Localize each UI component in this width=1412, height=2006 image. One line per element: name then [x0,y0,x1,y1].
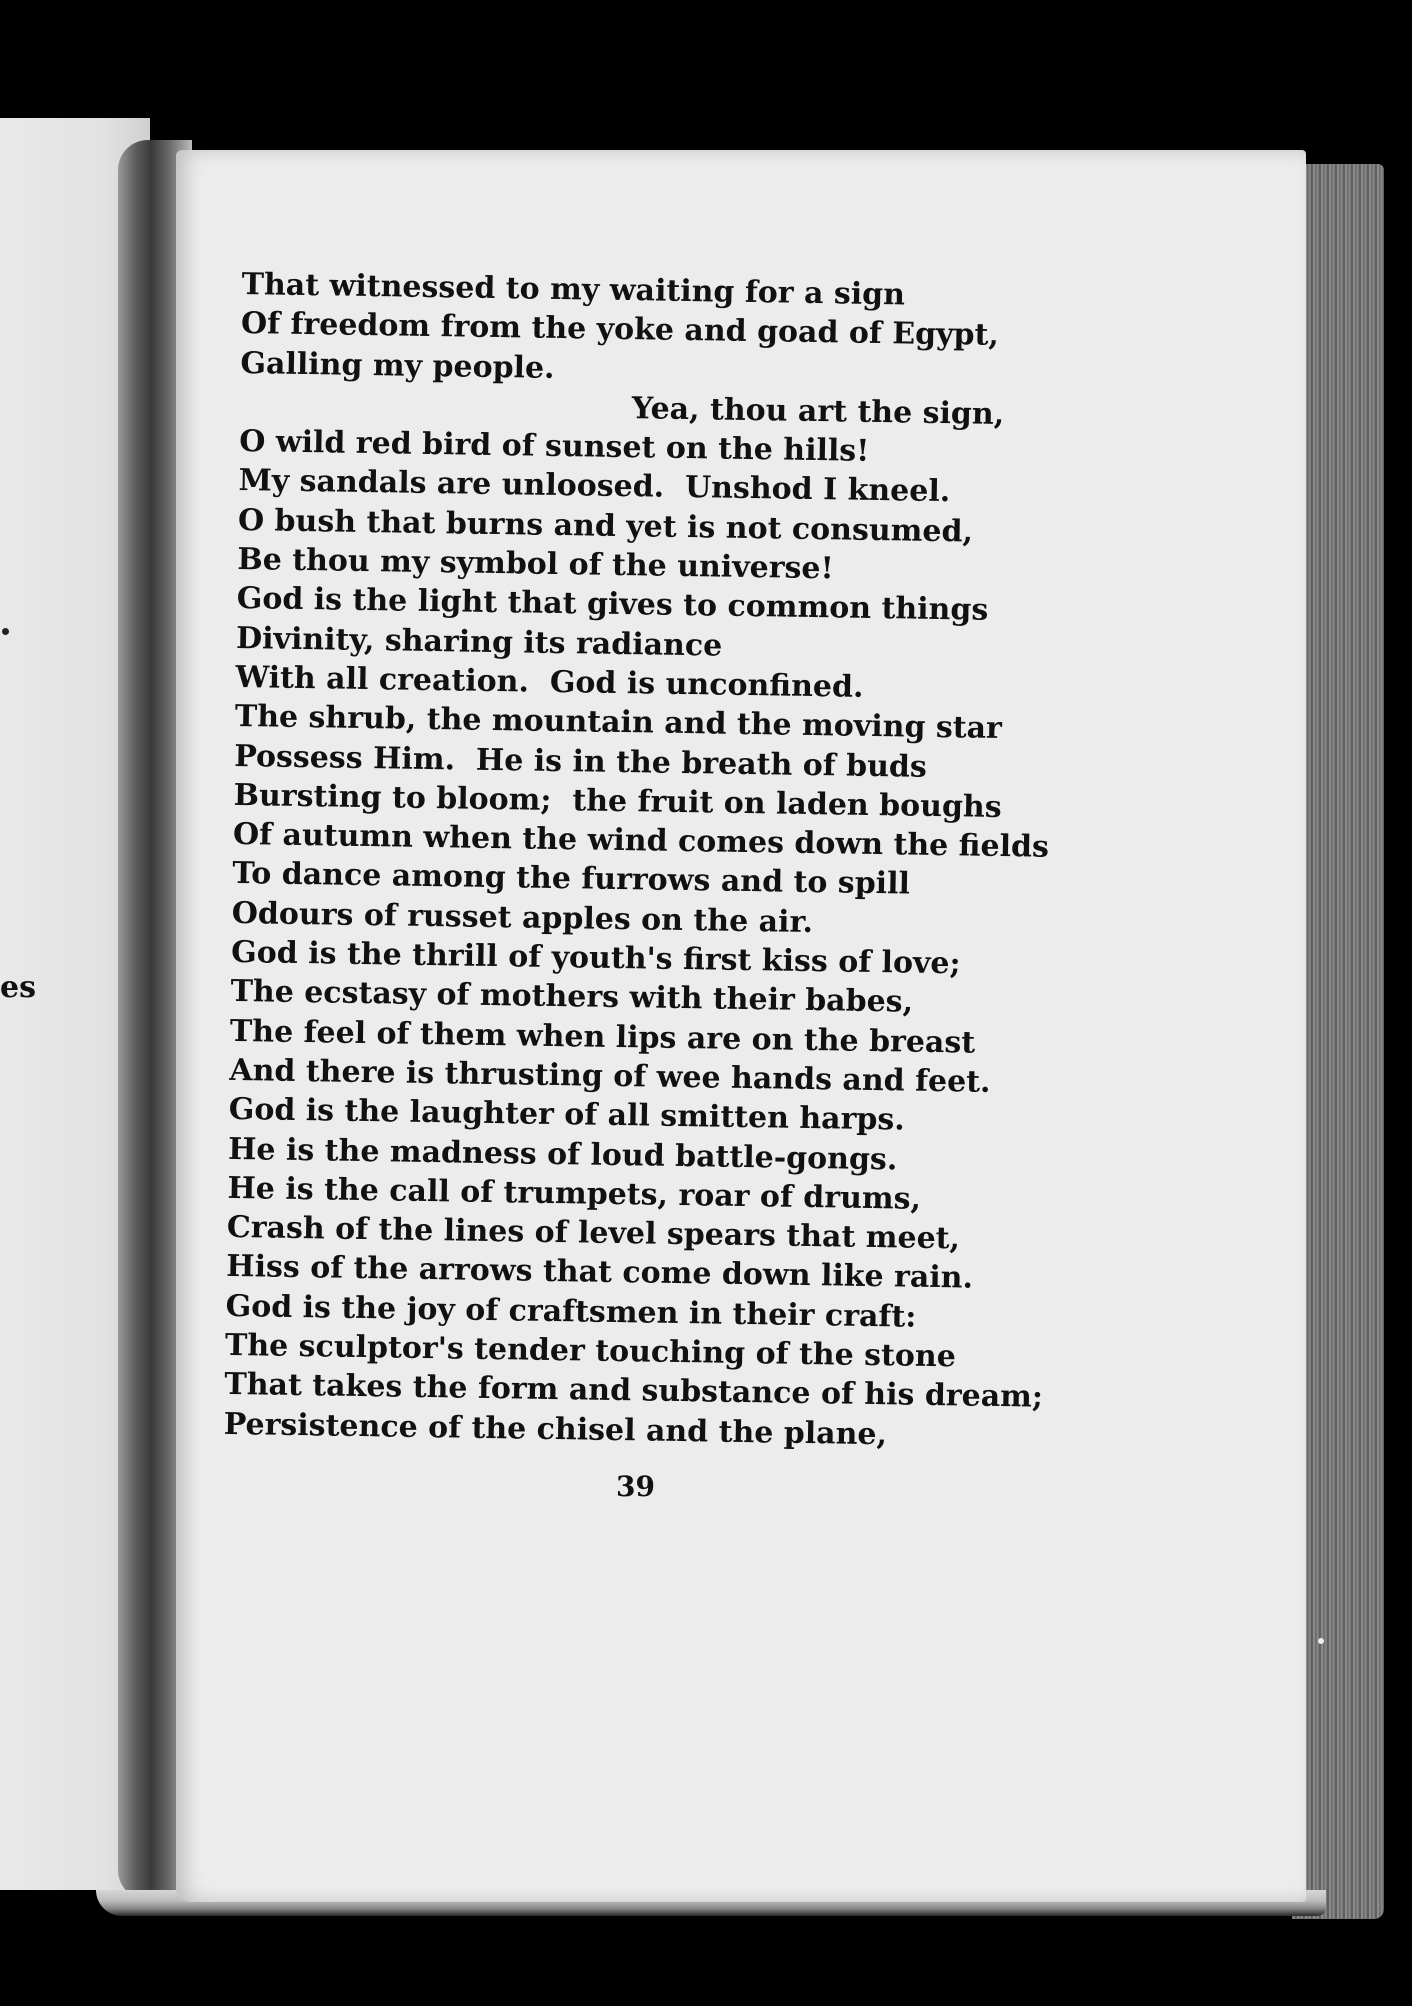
left-page-text-fragment: es [0,970,36,1005]
left-page-text-fragment [2,628,9,635]
poem-line: That witnessed to my waiting for a sign [241,266,906,313]
poem-line: Yea, thou art the sign, [631,391,1005,432]
poem-line: To dance among the furrows and to spill [232,856,911,903]
poem-line: And there is thrusting of wee hands and feet. [229,1052,991,1100]
poem-line: God is the laughter of all smitten harps. [228,1092,906,1138]
poem-line: God is the light that gives to common things [236,581,989,629]
fore-edge-mark [1318,1638,1324,1644]
poem-line: The ecstasy of mothers with their babes, [230,974,914,1020]
poem-line: O bush that burns and yet is not consumed, [237,502,974,550]
poem-line: Possess Him. He is in the breath of buds [234,738,928,785]
book-page [176,150,1306,1902]
poem-line: Galling my people. [240,345,555,386]
poem-line: Hiss of the arrows that come down like rain. [225,1249,974,1297]
poem-line: God is the joy of craftsmen in their craft: [225,1288,917,1335]
poem-line: Odours of russet apples on the air. [231,895,814,940]
poem-line: Be thou my symbol of the universe! [237,542,834,587]
poem-line: Crash of the lines of level spears that meet, [226,1210,961,1257]
poem-line: O wild red bird of sunset on the hills! [238,424,870,470]
poem-line: The sculptor's tender touching of the stone [224,1327,957,1375]
poem-line: Of autumn when the wind comes down the fields [232,817,1050,865]
poem-text [223,265,1241,1459]
poem-line: Divinity, sharing its radiance [235,620,723,664]
poem-line: Bursting to bloom; the fruit on laden boughs [233,777,1002,825]
poem-line: He is the madness of loud battle-gongs. [227,1131,898,1177]
poem-line: The shrub, the mountain and the moving star [234,699,1003,747]
poem-line: Of freedom from the yoke and goad of Egypt, [240,306,1000,354]
page-number: 39 [616,1470,655,1503]
poem-line: The feel of them when lips are on the breast [229,1013,976,1061]
poem-line: My sandals are unloosed. Unshod I kneel. [238,463,951,510]
poem-line: God is the thrill of youth's first kiss of love; [230,934,961,982]
poem-line: With all creation. God is unconfined. [235,659,864,705]
poem-line: That takes the form and substance of his dream; [224,1367,1044,1416]
poem-line: He is the call of trumpets, roar of drums, [227,1170,922,1217]
poem-line: Persistence of the chisel and the plane, [223,1406,888,1452]
